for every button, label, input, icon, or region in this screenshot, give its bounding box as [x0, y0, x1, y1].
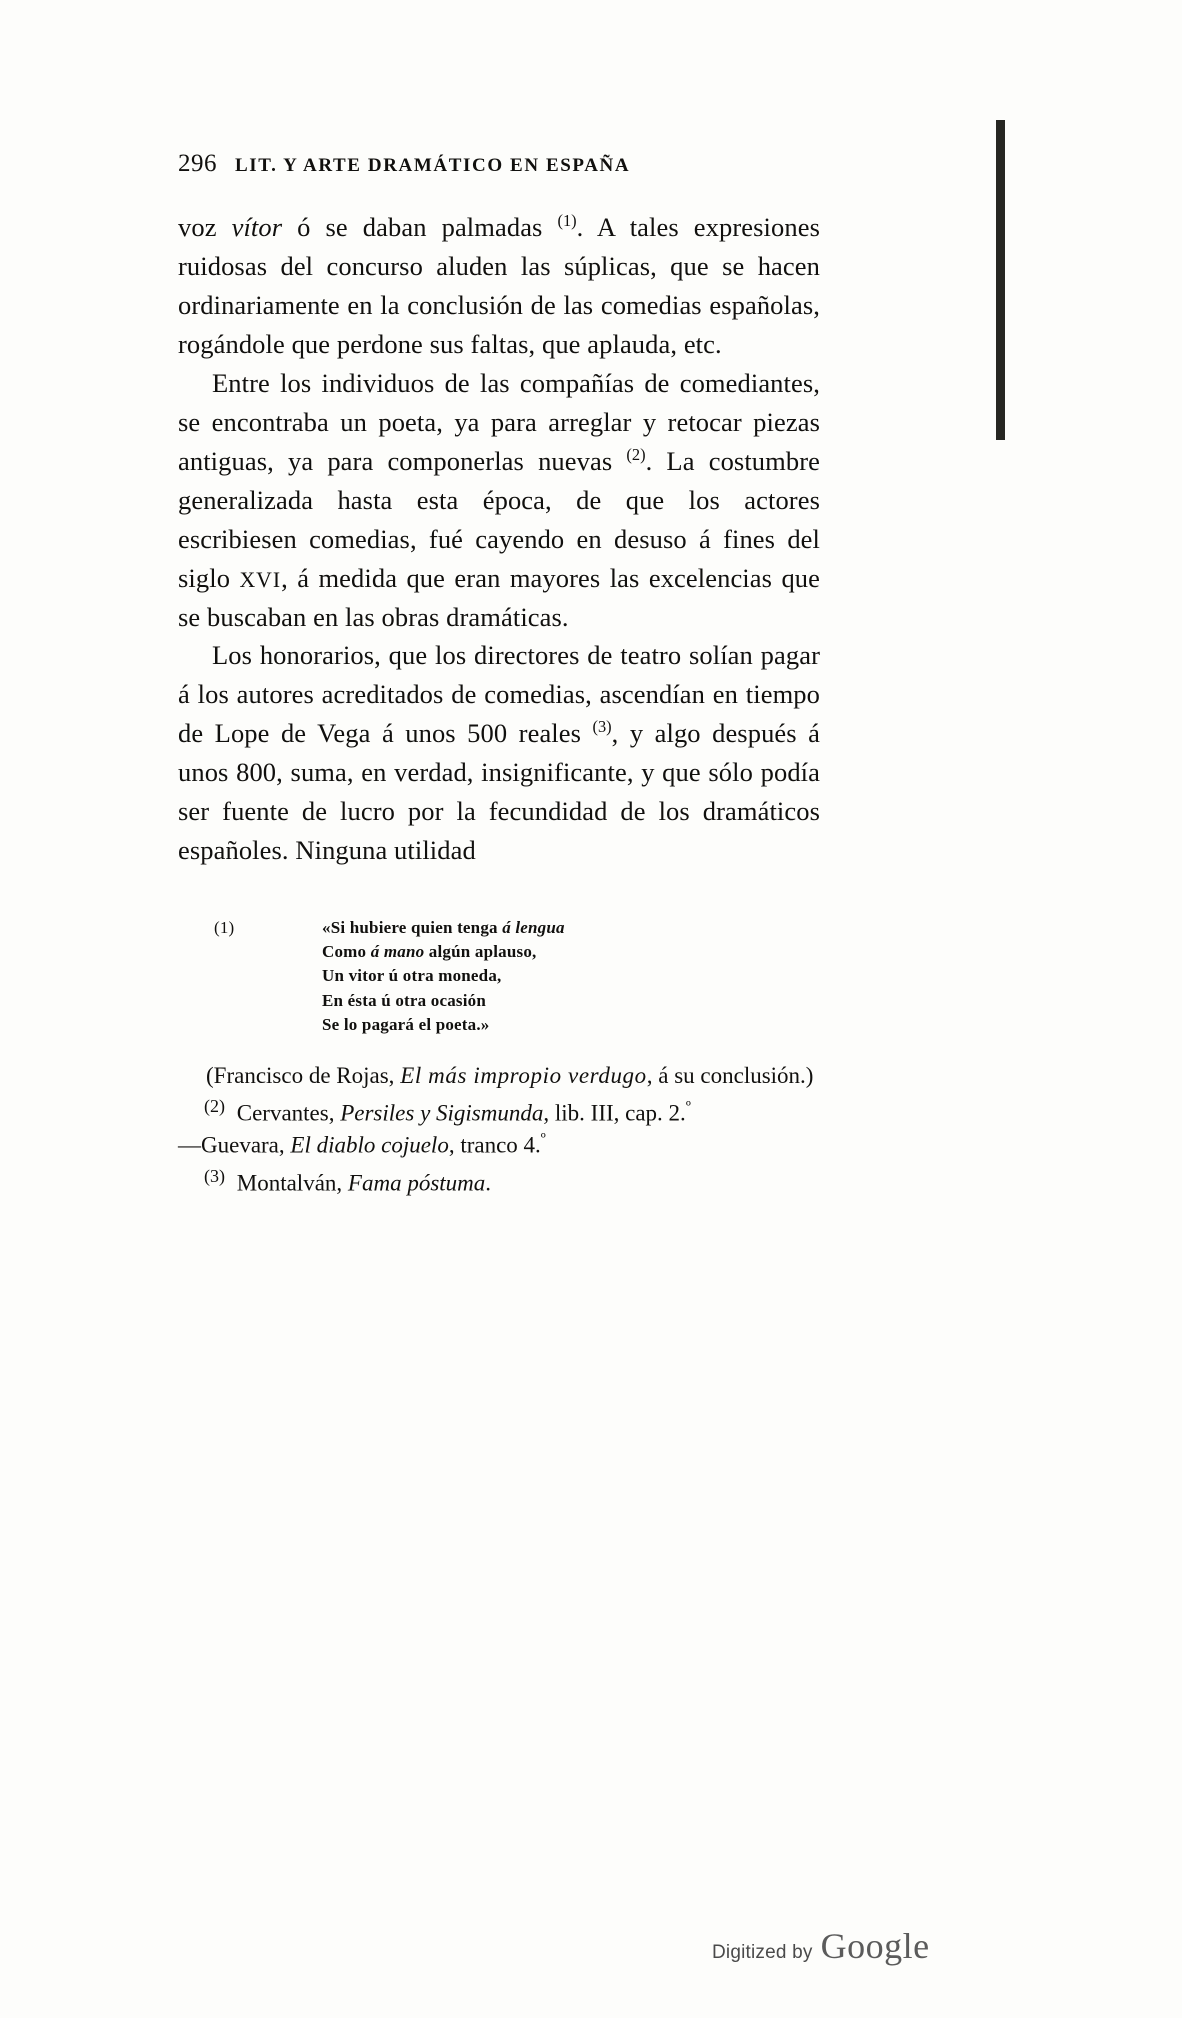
footnote-verse-lines	[322, 916, 820, 1037]
footnote-ref-2[interactable]: (2)	[626, 444, 646, 464]
footnote-number-2: (2)	[204, 1095, 225, 1116]
digitization-credit	[712, 1925, 930, 1967]
italic-term-vitor: vítor	[231, 212, 283, 242]
body-paragraph-1: voz vítor ó se daban palmadas $^{(1)}$. A tales expresiones ruidosas del concurso aluden las súplicas, que se hacen ordinariamente en la conclusión de las comedias españolas, rogándole que perdone sus faltas, que aplauda, etc.	[178, 211, 820, 359]
verse-line-3: Un vitor ú otra moneda,	[322, 966, 502, 986]
footnote-separator	[178, 870, 820, 916]
footnote-attribution: (Francisco de Rojas, El más impropio verdugo, á su conclusión.)	[206, 1062, 814, 1088]
verse-line-1: «Si hubiere quien tenga á lengua	[322, 918, 565, 938]
body-paragraph-2: Entre los individuos de las compañías de comediantes, se encontraba un poeta, ya para arreglar y retocar piezas antiguas, ya para componerlas nuevas $^{(2)}$. La costumbre generalizada hasta esta época, de que los actores escribiesen comedias, fué cayendo en desuso á fines del siglo XVI, á medida que eran mayores las excelencias que se buscaban en las obras dramáticas.	[178, 367, 821, 632]
footnote-verse-marker: (1)	[214, 918, 235, 938]
google-wordmark: Google	[820, 1926, 930, 1966]
footnote-item-3: $^{(3)}$ Montalván, Fama póstuma.	[204, 1165, 492, 1196]
footnote-ref-1[interactable]: (1)	[557, 211, 577, 231]
verse-line-2: Como á mano algún aplauso,	[322, 942, 537, 962]
verse-line-4: En ésta ú otra ocasión	[322, 990, 487, 1010]
footnote-item-2-continuation: —Guevara, El diablo cojuelo, tranco 4.$^º$	[178, 1131, 546, 1158]
running-head: LIT. Y ARTE DRAMÁTICO EN ESPAÑA	[235, 155, 631, 176]
century-smallcaps: XVI	[239, 567, 282, 592]
page-content	[178, 150, 820, 1199]
footnote-item-2: $^{(2)}$ Cervantes, Persiles y Sigismunda, lib. III, cap. 2.$^º$	[204, 1095, 691, 1126]
verse-line-5: Se lo pagará el poeta.»	[322, 1014, 490, 1034]
footnote-verse-block	[214, 916, 820, 1037]
scan-edge-artifact	[996, 120, 1005, 440]
page-header	[178, 150, 820, 178]
footnote-number-3: (3)	[204, 1165, 225, 1186]
footnote-ref-3[interactable]: (3)	[592, 717, 612, 737]
page-number: 296	[178, 150, 217, 177]
body-paragraph-3: Los honorarios, que los directores de teatro solían pagar á los autores acreditados de comedias, ascendían en tiempo de Lope de Vega á unos 500 reales $^{(3)}$, y algo después á unos 800, suma, en verdad, insignificante, y que sólo podía ser fuente de lucro por la fecundidad de los dramáticos españoles. Ninguna utilidad	[178, 640, 820, 866]
digitized-by-label: Digitized by	[712, 1942, 813, 1963]
